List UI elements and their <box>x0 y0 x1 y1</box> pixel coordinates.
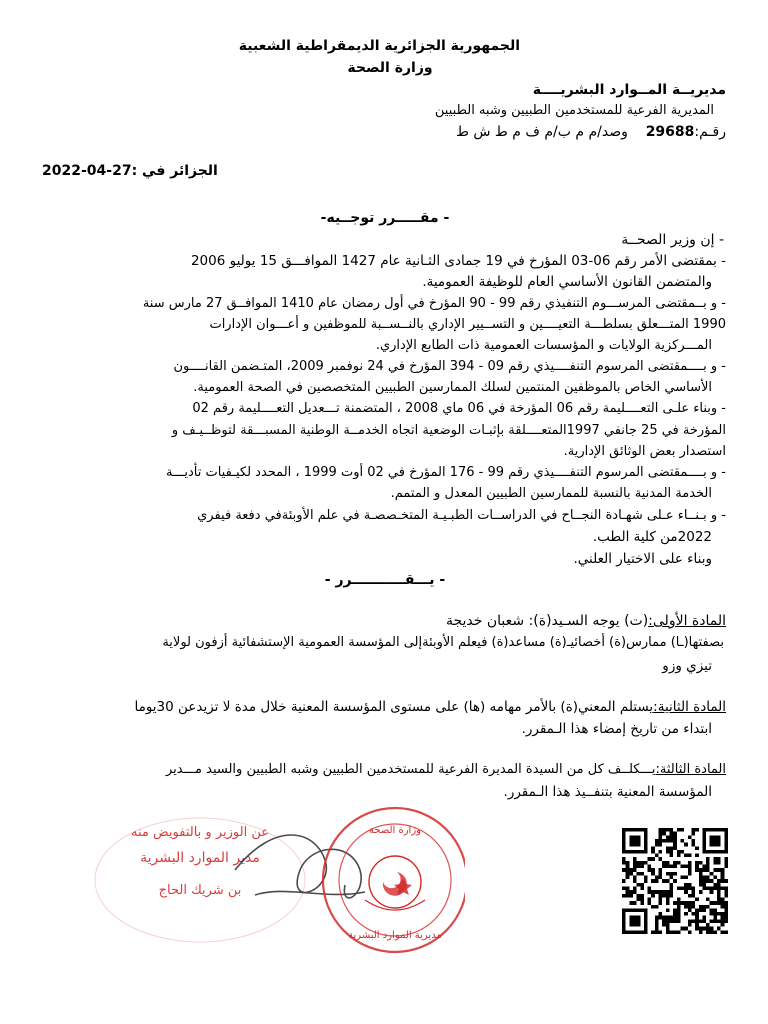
signature-line-3: بن شريك الحاج <box>158 883 242 898</box>
subdirectorate-heading: المديرية الفرعية للمستخدمين الطبيين وشبه الطبيين <box>434 103 714 118</box>
preamble-line: - و بــمقتضى المرســـوم التنفيذي رقم 99 - 90 المؤرخ في أول رمضان عام 1410 الموافــق 27 مارس سنة <box>142 296 726 311</box>
article-3-text: يـــكلــف كل من السيدة المديرة الفرعية للمستخدمين الطبيين وشبه الطبيين والسيد مـــدير <box>165 762 656 777</box>
signature-stamp <box>95 818 305 942</box>
preamble-line-minister: - إن وزير الصحــة <box>621 232 724 248</box>
preamble-line: والمتضمن القانون الأساسي العام للوظيفة العمومية. <box>422 274 712 290</box>
seal-text-top: وزارة الصحة <box>369 825 421 836</box>
article-2-label: المادة الثانية: <box>653 699 726 715</box>
preamble-line: 2022من كلية الطب. <box>592 529 712 545</box>
official-seal <box>323 808 465 952</box>
ministry-heading: وزارة الصحة <box>347 60 433 76</box>
issue-date <box>42 163 218 179</box>
preamble-line: استصدار بعض الوثائق الإدارية. <box>563 444 726 459</box>
preamble-line: - و بــــمقتضى المرسوم التنفــــيذي رقم 09 - 394 المؤرخ في 24 نوفمبر 2009، المتـضمن القانــــون <box>173 359 726 374</box>
article-1-label: المادة الأولى: <box>648 613 726 629</box>
date-value: 27-04-2022 <box>42 163 132 179</box>
article-2-heading <box>134 697 726 717</box>
decision-title: - مقـــــرر توجــيه- <box>320 210 450 226</box>
seal-text-bottom: مديرية الموارد البشرية <box>348 930 442 941</box>
signature-stamps <box>85 800 465 960</box>
reference-number: 29688 <box>645 124 695 140</box>
handwritten-signature <box>235 835 365 898</box>
reference-label: رقـم: <box>694 124 726 140</box>
article-2-text: يستلم المعني(ة) بالأمر مهامه (ها) على مستوى المؤسسة المعنية خلال مدة لا تزيدعن 30يوما <box>134 699 654 715</box>
article-3-label: المادة الثالثة: <box>655 762 726 777</box>
reference-code: وصد/م م ب/م ف م ط ش ط <box>455 124 628 140</box>
republic-heading: الجمهورية الجزائرية الديمقراطية الشعبية <box>238 38 520 54</box>
preamble-line: - و بــــمقتضى المرسوم التنفــــيذي رقم 99 - 176 المؤرخ في 02 أوت 1999 ، المحدد لكيـفيات تأديـــة <box>165 465 726 480</box>
preamble-line: 1990 المتـــعلق بسلطـــة التعيــــين و التســيير الإداري بالنــســبة للموظفين و أعـــوان الإدارات <box>209 317 726 332</box>
article-1-line: تيزي وزو <box>662 658 712 674</box>
preamble-line: وبناء على الاختيار العلني. <box>573 551 712 567</box>
signature-line-2: مدير الموارد البشرية <box>140 850 260 866</box>
reference-line <box>456 122 726 142</box>
decides-heading: - يـــقـــــــــــرر - <box>324 572 446 588</box>
qr-code <box>622 828 728 934</box>
preamble-line: المـــركزية الولايات و المؤسسات العمومية ذات الطابع الإداري. <box>375 338 712 353</box>
article-1-line: بصفتها(ـا) ممارس(ة) أخصائيـ(ة) مساعد(ة) فيعلم الأوبئةإلى المؤسسة العمومية الإستشفائية أزفون لولاية <box>162 635 724 650</box>
article-1-heading <box>446 611 726 631</box>
preamble-line: - بمقتضى الأمر رقم 06-03 المؤرخ في 19 جمادى الثـانية عام 1427 الموافـــق 15 يوليو 2006 <box>190 253 726 269</box>
article-2-line: ابتداء من تاريخ إمضاء هذا الـمقرر. <box>521 721 712 737</box>
qr-code-icon <box>622 828 728 934</box>
signature-line-1: عن الوزير و بالتفويض منه <box>131 825 269 840</box>
preamble-line: - و بـنــاء عـلى شهـادة النجــاح في الدراســات الطبـيـة المتخـصصـة في علم الأوبئةفي دفعة فيفري <box>197 508 726 523</box>
article-1-text: (ت) يوجه السـيد(ة): شعبان خديجة <box>445 613 649 629</box>
preamble-line: المؤرخة في 25 جانفي 1997المتعــــلقة بإثبـات الوضعية اتجاه الخدمــة الوطنية المسبـــقة لتوظــيـف و <box>171 423 726 438</box>
article-3-line: المؤسسة المعنية بتنفــيذ هذا الـمقرر. <box>503 784 712 800</box>
preamble-line: - وبناء علـى التعــــليمة رقم 06 المؤرخة في 06 ماي 2008 ، المتضمنة تـــعديل التعــــليمة رقم 02 <box>192 401 726 416</box>
directorate-heading: مديريــة المــوارد البشريــــة <box>532 82 726 98</box>
date-label: الجزائر في : <box>131 163 218 179</box>
preamble-line: الخدمة المدنية بالنسبة للممارسين الطبيين المعدل و المتمم. <box>390 486 712 501</box>
preamble-line: الأساسي الخاص بالموظفين المنتمين لسلك الممارسين الطبيين المتخصصين في الصحة العمومية. <box>193 380 712 395</box>
article-3-heading <box>166 760 726 780</box>
